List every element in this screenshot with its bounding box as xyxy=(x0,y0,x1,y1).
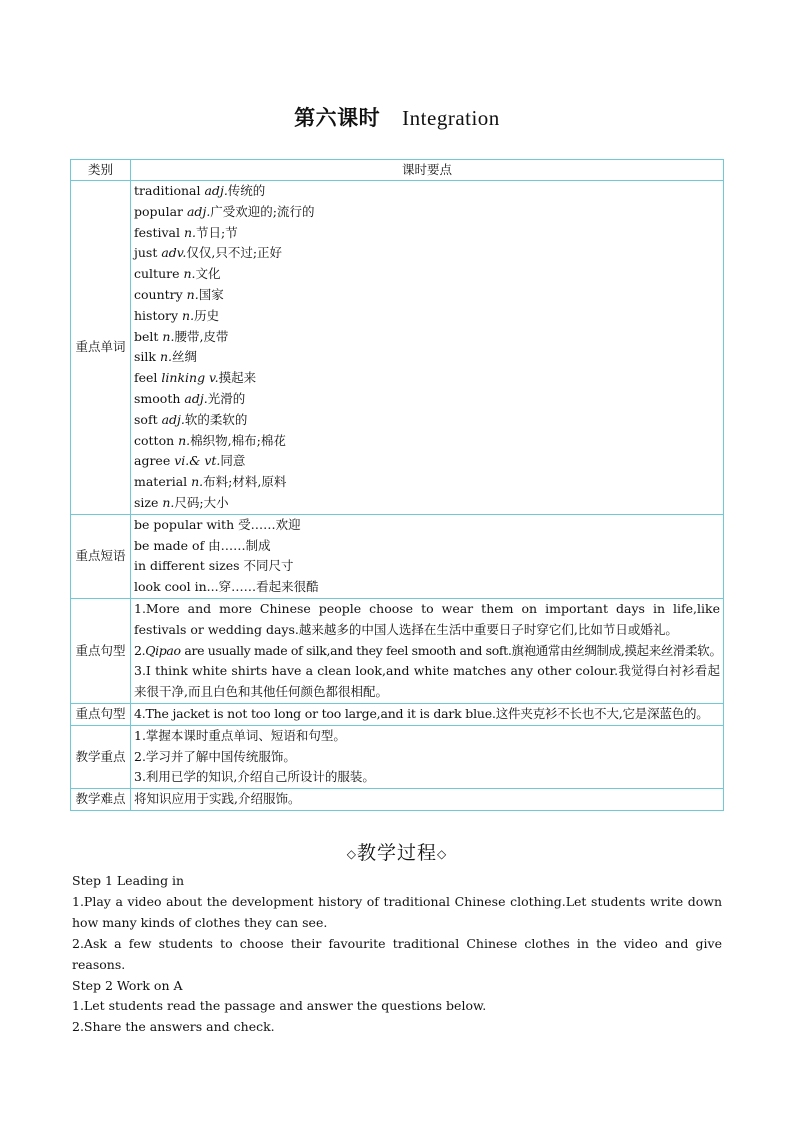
diamond-icon: ◇ xyxy=(437,847,448,861)
phrase-item: in different sizes 不同尺寸 xyxy=(134,558,294,574)
words-category: 重点单词 xyxy=(71,181,131,515)
process-line: 1.Let students read the passage and answer the questions below. xyxy=(72,998,487,1014)
focus-item: 1.掌握本课时重点单词、短语和句型。 xyxy=(134,727,346,743)
words-list xyxy=(131,181,724,515)
phrases-list xyxy=(131,514,724,598)
word-item: just adv.仅仅,只不过;正好 xyxy=(134,245,283,261)
process-line: Step 2 Work on A xyxy=(72,977,183,993)
lesson-title-cn: 第六课时 xyxy=(294,105,381,130)
phrase-item: be popular with 受……欢迎 xyxy=(134,516,301,532)
focus-item: 3.利用已学的知识,介绍自己所设计的服装。 xyxy=(134,769,375,785)
process-heading-text: 教学过程 xyxy=(356,842,437,864)
word-item: size n.尺码;大小 xyxy=(134,494,229,510)
word-item: agree vi.& vt.同意 xyxy=(134,453,246,469)
sentence-item: 4.The jacket is not too long or too large,and it is dark blue.这件夹克衫不长也不大,它是深蓝色的。 xyxy=(134,705,709,721)
word-item: feel linking v.摸起来 xyxy=(134,370,257,386)
sentence-item: 3.I think white shirts have a clean look,and white matches any other colour.我觉得白衬衫看起来很干净,而且白色和其他任何颜色都很相配。 xyxy=(134,663,720,700)
sentences2-list xyxy=(131,703,724,725)
lesson-title-en: Integration xyxy=(402,106,500,130)
header-category: 类别 xyxy=(71,160,131,181)
phrases-row xyxy=(71,514,724,598)
word-item: culture n.文化 xyxy=(134,266,221,282)
word-item: country n.国家 xyxy=(134,286,224,302)
lesson-plan-table xyxy=(70,159,724,811)
process-line: 2.Ask a few students to choose their favourite traditional Chinese clothes in the video and give reasons. xyxy=(72,935,722,972)
lesson-title xyxy=(0,102,794,132)
sentences2-row xyxy=(71,703,724,725)
process-line: 2.Share the answers and check. xyxy=(72,1019,275,1035)
phrases-category: 重点短语 xyxy=(71,514,131,598)
difficulty-category: 教学难点 xyxy=(71,789,131,811)
process-line: 1.Play a video about the development history of traditional Chinese clothing.Let students write down how many kinds of clothes they can see. xyxy=(72,893,722,930)
process-line: Step 1 Leading in xyxy=(72,873,185,888)
word-item: history n.历史 xyxy=(134,307,220,323)
word-item: popular adj.广受欢迎的;流行的 xyxy=(134,203,315,219)
phrase-item: look cool in...穿……看起来很酷 xyxy=(134,579,319,595)
words-row xyxy=(71,181,724,515)
word-item: silk n.丝绸 xyxy=(134,349,198,365)
difficulty-text: 将知识应用于实践,介绍服饰。 xyxy=(131,789,724,811)
word-item: festival n.节日;节 xyxy=(134,224,238,240)
diamond-icon: ◇ xyxy=(346,847,357,861)
word-item: material n.布料;材料,原料 xyxy=(134,474,287,490)
focus-list xyxy=(131,725,724,788)
phrase-item: be made of 由……制成 xyxy=(134,537,271,553)
table-header-row xyxy=(71,160,724,181)
word-item: soft adj.软的柔软的 xyxy=(134,411,248,427)
word-item: smooth adj.光滑的 xyxy=(134,390,246,406)
focus-category: 教学重点 xyxy=(71,725,131,788)
header-points: 课时要点 xyxy=(131,160,724,181)
sentences-category: 重点句型 xyxy=(71,598,131,703)
process-heading xyxy=(0,838,794,865)
process-body xyxy=(72,871,722,1038)
sentences-row xyxy=(71,598,724,703)
word-item: cotton n.棉织物,棉布;棉花 xyxy=(134,432,286,448)
sentence-item: 1.More and more Chinese people choose to wear them on important days in life,like festivals or wedding days.越来越多的中国人选择在生活中重要日子时穿它们,比如节日或婚礼。 xyxy=(134,600,720,637)
sentence-item: 2.Qipao are usually made of silk,and they feel smooth and soft.旗袍通常由丝绸制成,摸起来丝滑柔软。 xyxy=(134,642,722,658)
sentences-list xyxy=(131,598,724,703)
focus-row xyxy=(71,725,724,788)
word-item: belt n.腰带,皮带 xyxy=(134,328,229,344)
word-item: traditional adj.传统的 xyxy=(134,183,266,198)
sentences2-category: 重点句型 xyxy=(71,703,131,725)
difficulty-row xyxy=(71,789,724,811)
focus-item: 2.学习并了解中国传统服饰。 xyxy=(134,748,296,764)
